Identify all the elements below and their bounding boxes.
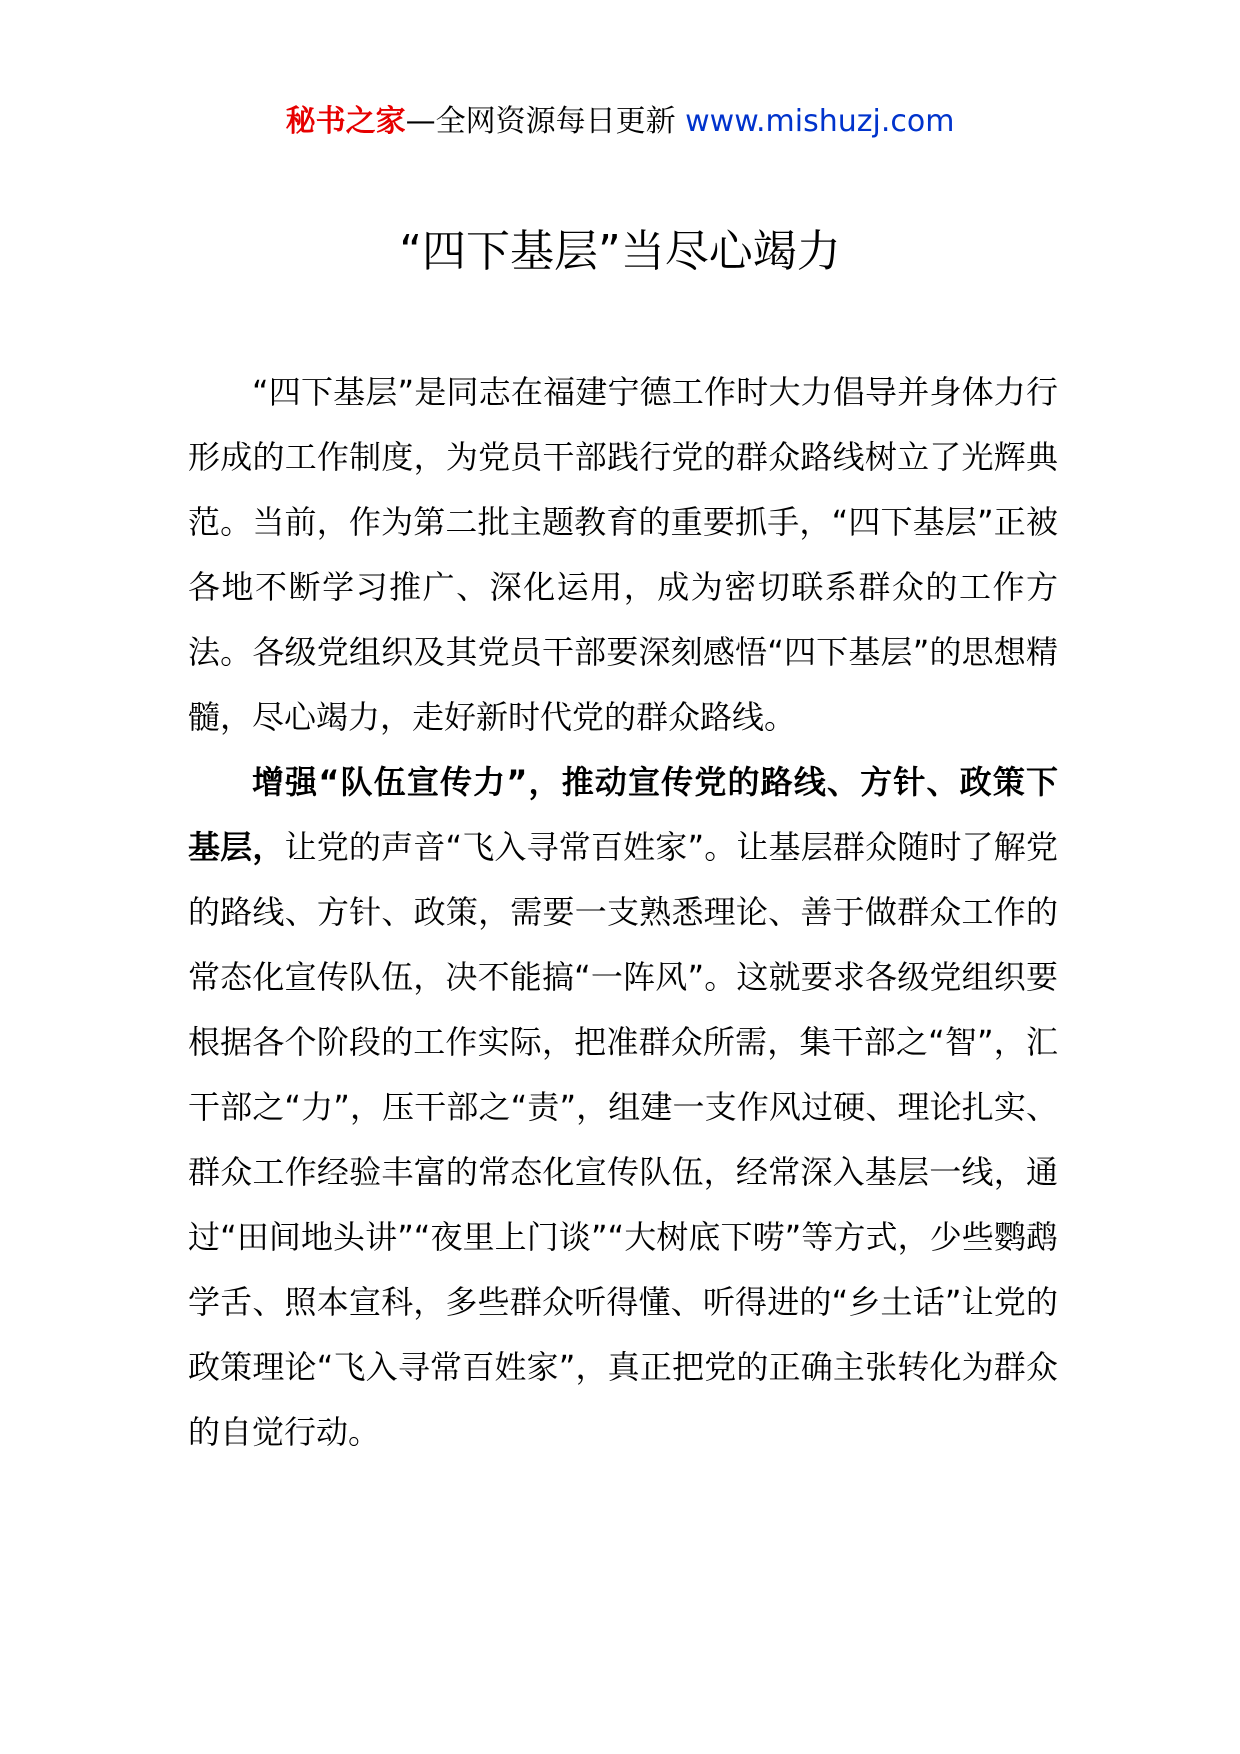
- document-title: “四下基层”当尽心竭力: [399, 226, 841, 277]
- site-tagline: —全网资源每日更新: [405, 104, 676, 139]
- site-header: [0, 100, 1240, 144]
- paragraph-intro: [188, 360, 1058, 750]
- paragraph-team-publicity-text: 让党的声音“飞入寻常百姓家”。让基层群众随时了解党的路线、方针、政策，需要一支熟悉理论、善于做群众工作的常态化宣传队伍，决不能搞“一阵风”。这就要求各级党组织要根据各个阶段的工作实际，把准群众所需，集干部之“智”，汇干部之“力”，压干部之“责”，组建一支作风过硬、理论扎实、群众工作经验丰富的常态化宣传队伍，经常深入基层一线，通过“田间地头讲”“夜里上门谈”“大树底下唠”等方式，少些鹦鹉学舌、照本宣科，多些群众听得懂、听得进的“乡土话”让党的政策理论“飞入寻常百姓家”，真正把党的正确主张转化为群众的自觉行动。: [188, 828, 1058, 1451]
- paragraph-intro-text: “四下基层”是同志在福建宁德工作时大力倡导并身体力行形成的工作制度，为党员干部践行党的群众路线树立了光辉典范。当前，作为第二批主题教育的重要抓手，“四下基层”正被各地不断学习推广、深化运用，成为密切联系群众的工作方法。各级党组织及其党员干部要深刻感悟“四下基层”的思想精髓，尽心竭力，走好新时代党的群众路线。: [188, 373, 1058, 736]
- paragraph-lead-sentence: 增强“队伍宣传力”，推动宣传党的路线、方针、政策下基层，: [188, 763, 1058, 866]
- paragraph-team-publicity: [188, 750, 1058, 1465]
- document-body: [188, 360, 1058, 1465]
- site-url-link[interactable]: www.mishuzj.com: [685, 104, 955, 139]
- brand-name: 秘书之家: [285, 104, 406, 139]
